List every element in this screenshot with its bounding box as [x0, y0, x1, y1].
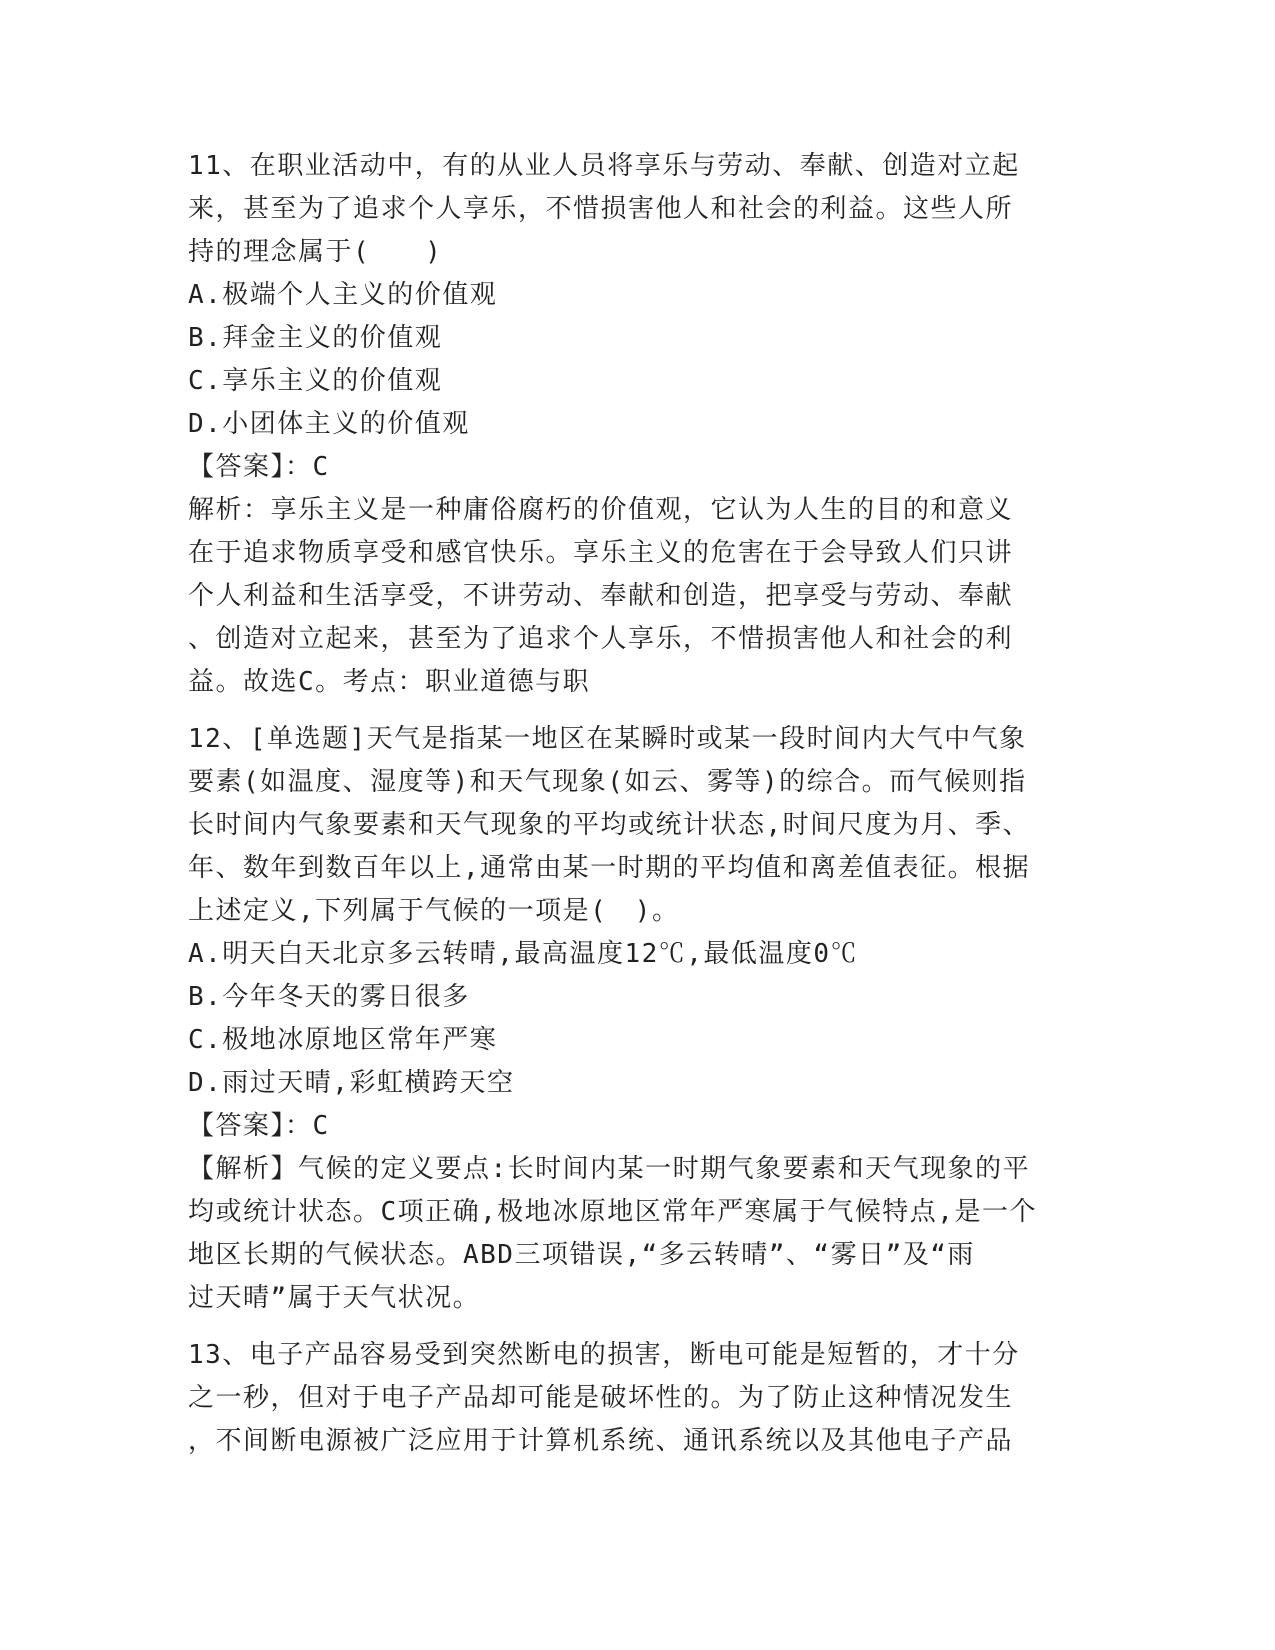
question-11	[188, 145, 1088, 704]
question-stem-line: ，不间断电源被广泛应用于计算机系统、通讯系统以及其他电子产品	[188, 1426, 1014, 1456]
analysis-line: 益。故选C。考点：职业道德与职	[188, 667, 591, 697]
question-stem-line: 持的理念属于( )	[188, 237, 443, 267]
question-stem-line: 长时间内气象要素和天气现象的平均或统计状态,时间尺度为月、季、	[188, 810, 1031, 840]
option-a: A.极端个人主义的价值观	[188, 280, 498, 310]
question-12	[188, 718, 1088, 1320]
question-stem-line: 13、电子产品容易受到突然断电的损害，断电可能是短暂的，才十分	[188, 1340, 1020, 1370]
option-a: A.明天白天北京多云转晴,最高温度12℃,最低温度0℃	[188, 939, 859, 969]
question-stem-line: 要素(如温度、湿度等)和天气现象(如云、雾等)的综合。而气候则指	[188, 767, 1027, 797]
analysis-line: 在于追求物质享受和感官快乐。享乐主义的危害在于会导致人们只讲	[188, 538, 1014, 568]
question-stem-line: 上述定义,下列属于气候的一项是( )。	[188, 896, 680, 926]
analysis-line: 【解析】气候的定义要点:长时间内某一时期气象要素和天气现象的平	[188, 1154, 1031, 1184]
question-stem-line: 来，甚至为了追求个人享乐，不惜损害他人和社会的利益。这些人所	[188, 194, 1014, 224]
answer-line: 【答案】：C	[188, 1111, 330, 1141]
analysis-line: 均或统计状态。C项正确,极地冰原地区常年严寒属于气候特点,是一个	[188, 1197, 1037, 1227]
analysis-line: 解析：享乐主义是一种庸俗腐朽的价值观，它认为人生的目的和意义	[188, 495, 1014, 525]
analysis-line: 地区长期的气候状态。ABD三项错误,“多云转晴”、“雾日”及“雨	[188, 1240, 975, 1270]
question-stem-line: 之一秒，但对于电子产品却可能是破坏性的。为了防止这种情况发生	[188, 1383, 1014, 1413]
question-stem-line: 年、数年到数百年以上,通常由某一时期的平均值和离差值表征。根据	[188, 853, 1031, 883]
question-13	[188, 1334, 1088, 1463]
option-b: B.拜金主义的价值观	[188, 323, 443, 353]
analysis-line: 、创造对立起来，甚至为了追求个人享乐，不惜损害他人和社会的利	[188, 624, 1014, 654]
option-d: D.小团体主义的价值观	[188, 409, 470, 439]
analysis-line: 个人利益和生活享受，不讲劳动、奉献和创造，把享受与劳动、奉献	[188, 581, 1014, 611]
answer-line: 【答案】：C	[188, 452, 330, 482]
option-c: C.极地冰原地区常年严寒	[188, 1025, 498, 1055]
option-b: B.今年冬天的雾日很多	[188, 982, 470, 1012]
option-d: D.雨过天晴,彩虹横跨天空	[188, 1068, 515, 1098]
option-c: C.享乐主义的价值观	[188, 366, 443, 396]
document-page	[188, 145, 1088, 1463]
question-stem-line: 12、[单选题]天气是指某一地区在某瞬时或某一段时间内大气中气象	[188, 724, 1027, 754]
analysis-line: 过天晴”属于天气状况。	[188, 1283, 481, 1313]
question-stem-line: 11、在职业活动中，有的从业人员将享乐与劳动、奉献、创造对立起	[188, 151, 1020, 181]
